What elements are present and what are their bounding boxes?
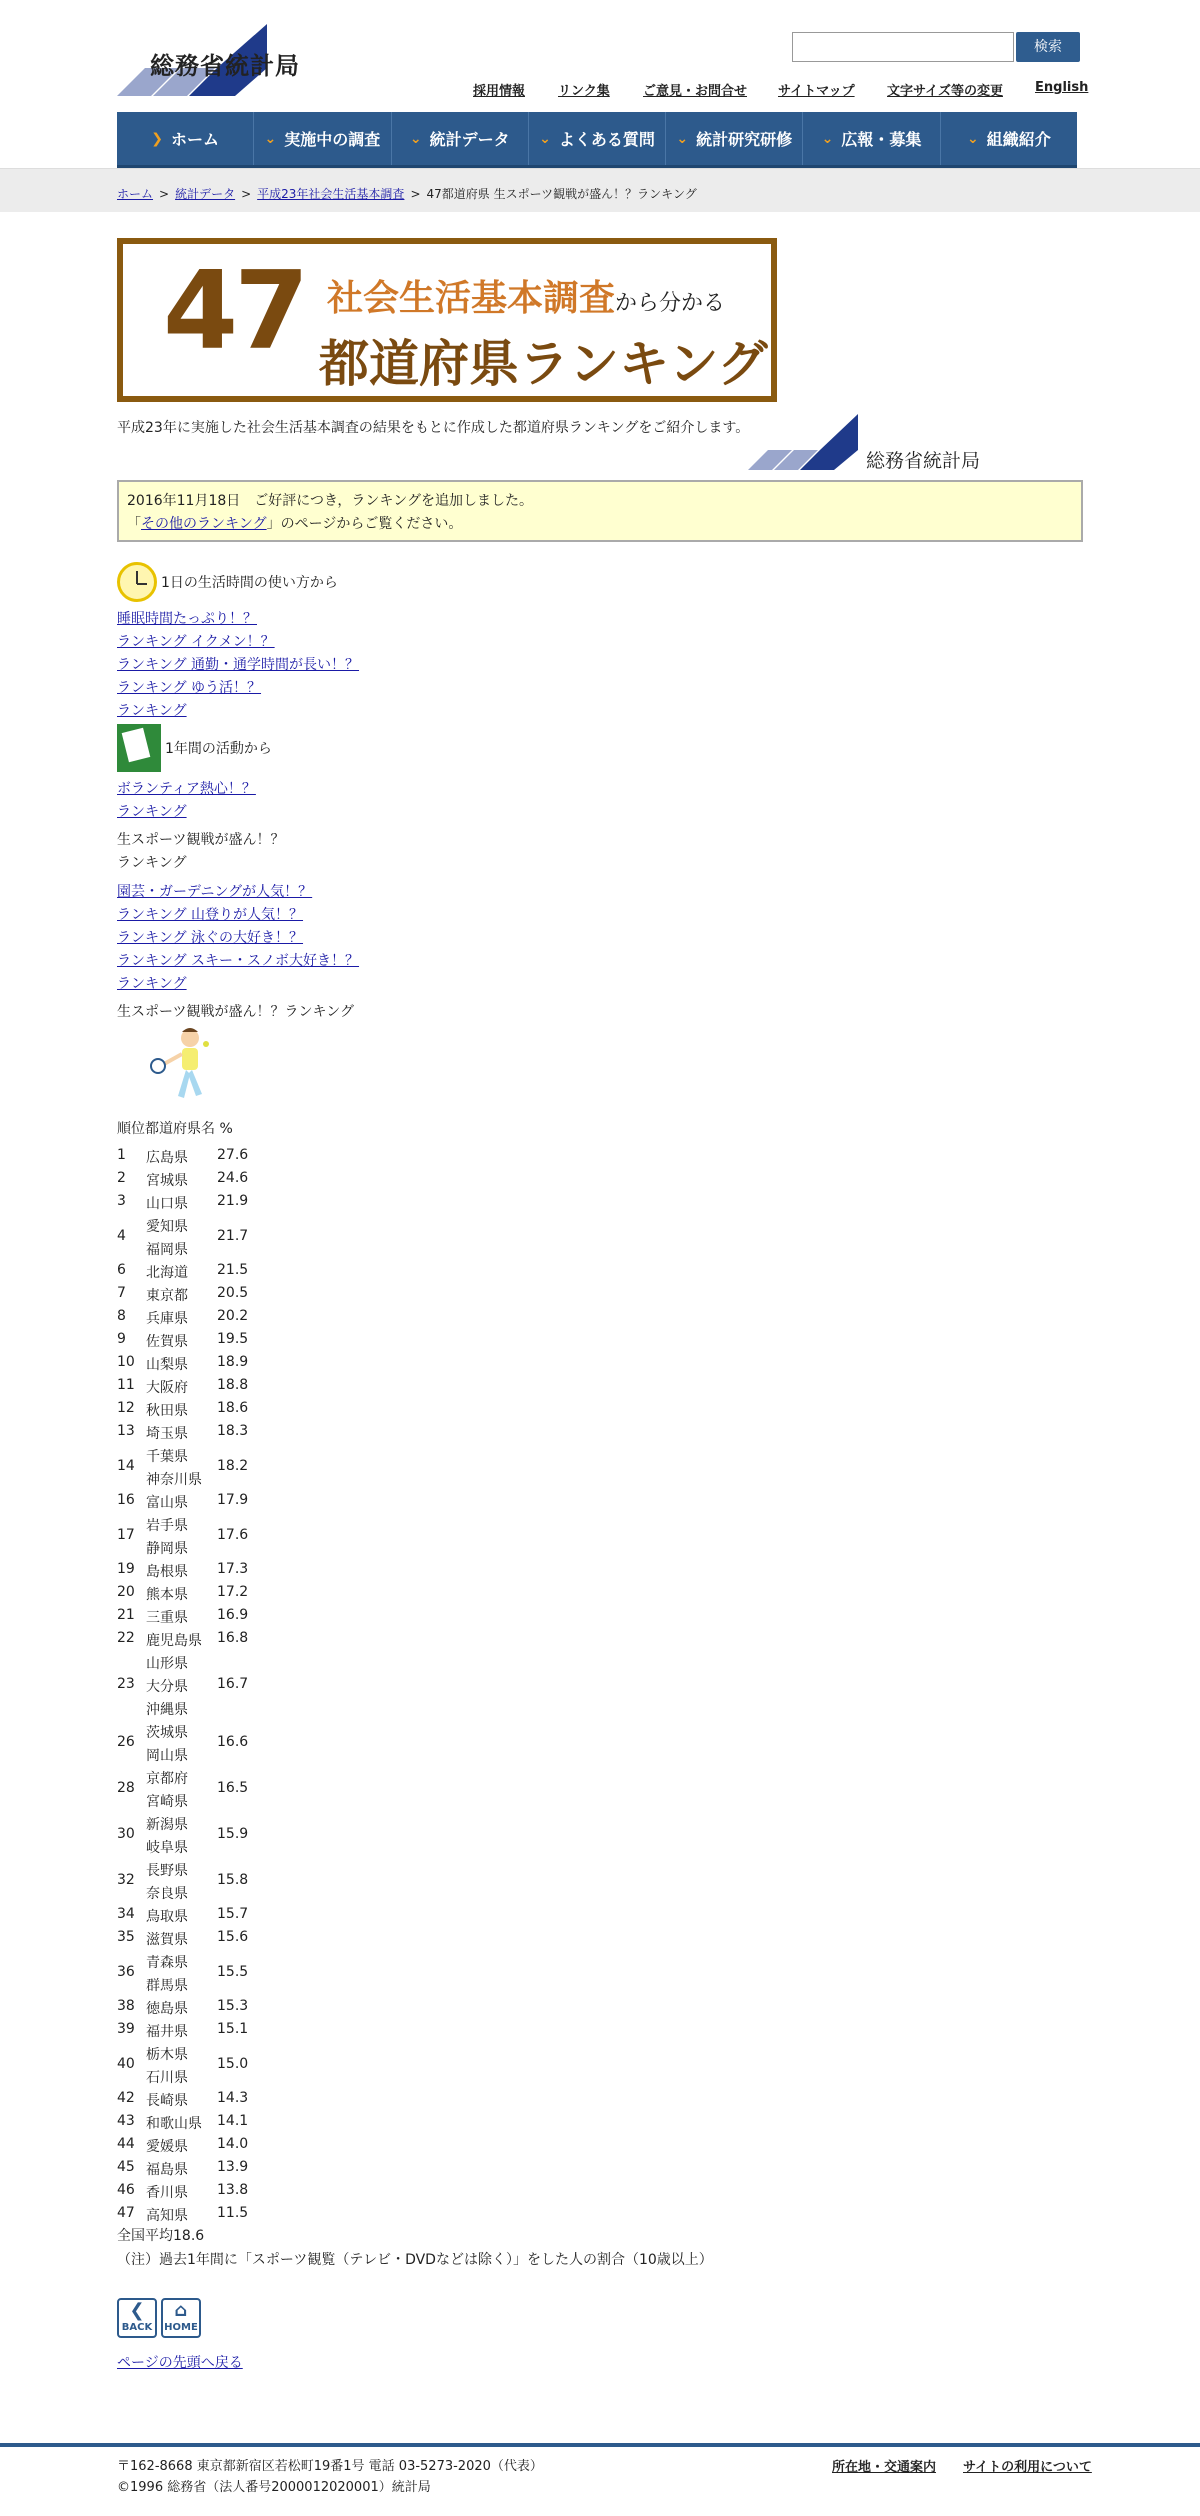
- rank-cell: 36: [117, 1963, 135, 1980]
- rank-cell: 46: [117, 2182, 135, 2198]
- other-rankings-link[interactable]: その他のランキング: [141, 516, 267, 532]
- nav-item-label: 統計研究研修: [696, 130, 793, 149]
- rank-cell: 32: [117, 1871, 135, 1888]
- prefecture-cell: 東京都: [146, 1288, 188, 1304]
- link-ikumen[interactable]: ランキング イクメン！？: [117, 634, 275, 650]
- nav-item-home[interactable]: [117, 112, 254, 165]
- tennis-player-illustration: [146, 1024, 226, 1114]
- rank-cell: 6: [117, 1262, 126, 1278]
- rank-cell: 43: [117, 2113, 135, 2129]
- section-heading: 1年間の活動から: [165, 741, 272, 757]
- chevron-down-icon: ⌄: [409, 130, 422, 147]
- nav-item-about[interactable]: [941, 112, 1077, 165]
- nav-item-label: 広報・募集: [841, 130, 922, 149]
- percent-cell: 20.5: [217, 1285, 249, 1301]
- rank-cell: 16: [117, 1492, 135, 1508]
- home-button[interactable]: [161, 2298, 201, 2338]
- link-ski[interactable]: ランキング スキー・スノボ大好き！？: [117, 953, 360, 969]
- prefecture-cell: 山口県: [146, 1196, 188, 1212]
- percent-cell: 14.1: [217, 2113, 249, 2129]
- rank-cell: 14: [117, 1457, 135, 1474]
- link-mountain[interactable]: ランキング 山登りが人気！？: [117, 907, 304, 923]
- rank-cell: 17: [117, 1526, 135, 1543]
- percent-cell: 18.6: [217, 1400, 249, 1416]
- prefecture-cell: 福井県: [146, 2024, 188, 2040]
- prefecture-cell: 佐賀県: [146, 1334, 188, 1350]
- rank-cell: 26: [117, 1733, 135, 1750]
- prefecture-cell: 新潟県: [146, 1817, 188, 1833]
- breadcrumb-current: 47都道府県 生スポーツ観戦が盛ん！？ランキング: [426, 187, 697, 201]
- percent-cell: 18.3: [217, 1423, 249, 1439]
- notice-box: [117, 480, 1083, 542]
- chevron-down-icon: ⌄: [539, 130, 551, 147]
- percent-cell: 15.9: [217, 1825, 249, 1842]
- rank-cell: 42: [117, 2090, 135, 2106]
- rank-cell: 40: [117, 2055, 135, 2072]
- utility-link-recruit[interactable]: 採用情報: [473, 84, 526, 99]
- rank-cell: 47: [117, 2205, 135, 2221]
- nav-item-surveys[interactable]: [254, 112, 391, 165]
- clock-icon: [117, 562, 157, 602]
- chevron-down-icon: ⌄: [676, 130, 689, 147]
- link-commute[interactable]: ランキング 通勤・通学時間が長い！？: [117, 657, 360, 673]
- nav-item-training[interactable]: [666, 112, 803, 165]
- percent-cell: 15.8: [217, 1871, 249, 1888]
- section-daily-time: [117, 562, 338, 602]
- prefecture-cell: 宮崎県: [146, 1794, 188, 1810]
- address-line: 〒162-8668 東京都新宿区若松町19番1号 電話 03-5273-2020（代表）: [117, 2459, 543, 2474]
- percent-cell: 17.2: [217, 1584, 249, 1600]
- intro-text: 平成23年に実施した社会生活基本調査の結果をもとに作成した都道府県ランキングをご紹介します。: [117, 420, 750, 436]
- rank-cell: 38: [117, 1998, 135, 2014]
- percent-cell: 20.2: [217, 1308, 249, 1324]
- nav-item-label: よくある質問: [558, 130, 655, 149]
- table-note: （注）過去1年間に「スポーツ観覧（テレビ・DVDなどは除く）」をした人の割合（10歳以上）: [117, 2252, 713, 2268]
- rank-cell: 21: [117, 1607, 135, 1623]
- percent-cell: 21.5: [217, 1262, 249, 1278]
- percent-cell: 15.0: [217, 2055, 249, 2072]
- link-volunteer[interactable]: ボランティア熱心！？: [117, 781, 256, 797]
- prefecture-cell: 千葉県: [146, 1449, 188, 1465]
- prefecture-cell: 山形県: [146, 1656, 188, 1672]
- rank-cell: 13: [117, 1423, 135, 1439]
- calendar-icon: [117, 724, 161, 772]
- link-ranking[interactable]: ランキング: [117, 976, 187, 992]
- percent-cell: 24.6: [217, 1170, 249, 1186]
- prefecture-cell: 大分県: [146, 1679, 188, 1695]
- footer-divider: [0, 2443, 1200, 2447]
- percent-cell: 16.5: [217, 1779, 249, 1796]
- prefecture-cell: 奈良県: [146, 1886, 188, 1902]
- nav-item-label: ホーム: [171, 130, 220, 149]
- rank-cell: 30: [117, 1825, 135, 1842]
- banner-subtitle: 社会生活基本調査から分かる: [327, 278, 726, 319]
- current-ranking-label: 生スポーツ観戦が盛ん！？: [117, 832, 285, 848]
- prefecture-cell: 群馬県: [146, 1978, 188, 1994]
- chevron-down-icon: ⌄: [966, 130, 979, 147]
- ranking-title: 生スポーツ観戦が盛ん！？ランキング: [117, 1004, 355, 1020]
- percent-cell: 16.7: [217, 1676, 249, 1692]
- link-sleep[interactable]: 睡眠時間たっぷり！？: [117, 611, 257, 627]
- utility-link-english[interactable]: English: [1035, 80, 1089, 95]
- rank-cell: 44: [117, 2136, 135, 2152]
- percent-cell: 16.6: [217, 1733, 249, 1750]
- prefecture-cell: 山梨県: [146, 1357, 188, 1373]
- rank-cell: 1: [117, 1147, 126, 1163]
- breadcrumb-data[interactable]: 統計データ: [175, 187, 236, 201]
- rank-cell: 20: [117, 1584, 135, 1600]
- stat-bureau-logo-small: [748, 410, 1008, 474]
- prefecture-cell: 徳島県: [146, 2001, 188, 2017]
- prefecture-cell: 青森県: [146, 1955, 188, 1971]
- utility-link-links[interactable]: リンク集: [558, 84, 610, 99]
- prefecture-cell: 長崎県: [146, 2093, 188, 2109]
- percent-cell: 16.8: [217, 1630, 249, 1646]
- footer-link-terms[interactable]: サイトの利用について: [963, 2460, 1092, 2475]
- percent-cell: 13.9: [217, 2159, 249, 2175]
- prefecture-cell: 鹿児島県: [146, 1633, 202, 1649]
- prefecture-cell: 香川県: [146, 2185, 188, 2201]
- prefecture-cell: 沖縄県: [146, 1702, 188, 1718]
- percent-cell: 19.5: [217, 1331, 249, 1347]
- prefecture-cell: 岩手県: [146, 1518, 188, 1534]
- rank-cell: 34: [117, 1906, 135, 1922]
- percent-cell: 15.5: [217, 1963, 249, 1980]
- footer-address: [117, 2456, 543, 2498]
- prefecture-cell: 茨城県: [146, 1725, 188, 1741]
- prefecture-cell: 広島県: [146, 1150, 188, 1166]
- percent-cell: 11.5: [217, 2205, 249, 2221]
- prefecture-cell: 北海道: [146, 1265, 188, 1281]
- breadcrumb-survey[interactable]: 平成23年社会生活基本調査: [257, 187, 405, 201]
- prefecture-cell: 栃木県: [146, 2047, 188, 2063]
- prefecture-cell: 愛知県: [146, 1219, 188, 1235]
- rank-cell: 35: [117, 1929, 135, 1945]
- rank-cell: 23: [117, 1676, 135, 1692]
- breadcrumb-home[interactable]: ホーム: [117, 187, 154, 201]
- chevron-left-icon: ❮: [129, 2300, 145, 2321]
- utility-link-sitemap[interactable]: サイトマップ: [778, 84, 855, 99]
- banner-number: 47: [163, 249, 306, 374]
- nav-item-data[interactable]: [392, 112, 529, 165]
- notice-line2: 「その他のランキング」のページからご覧ください。: [127, 516, 463, 532]
- link-gardening[interactable]: 園芸・ガーデニングが人気！？: [117, 884, 313, 900]
- prefecture-cell: 愛媛県: [146, 2139, 188, 2155]
- rank-cell: 12: [117, 1400, 135, 1416]
- prefecture-cell: 静岡県: [146, 1541, 188, 1557]
- percent-cell: 14.3: [217, 2090, 249, 2106]
- prefecture-cell: 大阪府: [146, 1380, 188, 1396]
- utility-link-fontsize[interactable]: 文字サイズ等の変更: [887, 84, 1003, 99]
- prefecture-cell: 宮城県: [146, 1173, 188, 1189]
- link-swimming[interactable]: ランキング 泳ぐの大好き！？: [117, 930, 304, 946]
- percent-cell: 14.0: [217, 2136, 249, 2152]
- search-input[interactable]: [792, 32, 1014, 62]
- prefecture-cell: 兵庫県: [146, 1311, 188, 1327]
- prefecture-cell: 島根県: [146, 1564, 188, 1580]
- rank-cell: 28: [117, 1779, 135, 1796]
- rank-cell: 2: [117, 1170, 126, 1186]
- prefecture-cell: 福島県: [146, 2162, 188, 2178]
- chevron-down-icon: ⌄: [821, 130, 834, 147]
- site-header: [0, 0, 1200, 112]
- prefecture-cell: 高知県: [146, 2208, 188, 2224]
- national-average: 全国平均18.6: [117, 2228, 205, 2244]
- nav-item-pr[interactable]: [803, 112, 940, 165]
- stat-bureau-logo-mark: [748, 410, 868, 472]
- percent-cell: 15.1: [217, 2021, 249, 2037]
- prefecture-cell: 滋賀県: [146, 1932, 188, 1948]
- prefecture-cell: 富山県: [146, 1495, 188, 1511]
- rank-cell: 45: [117, 2159, 135, 2175]
- nav-item-label: 組織紹介: [986, 130, 1051, 149]
- prefecture-cell: 岡山県: [146, 1748, 188, 1764]
- nav-item-label: 統計データ: [429, 130, 510, 149]
- section-heading: 1日の生活時間の使い方から: [161, 575, 338, 591]
- rank-cell: 39: [117, 2021, 135, 2037]
- prefecture-cell: 埼玉県: [146, 1426, 188, 1442]
- prefecture-cell: 鳥取県: [146, 1909, 188, 1925]
- section-yearly-activity: [117, 724, 272, 772]
- percent-cell: 13.8: [217, 2182, 249, 2198]
- link-yukatsu[interactable]: ランキング ゆう活！？: [117, 680, 262, 696]
- percent-cell: 17.9: [217, 1492, 249, 1508]
- back-label: BACK: [121, 2322, 153, 2333]
- table-header: 順位都道府県名 %: [117, 1121, 233, 1137]
- percent-cell: 17.3: [217, 1561, 249, 1577]
- breadcrumb: ホーム > 統計データ > 平成23年社会生活基本調査 > 47都道府県 生スポーツ観戦が盛ん！？ランキング: [117, 187, 697, 201]
- rank-cell: 19: [117, 1561, 135, 1577]
- chevron-right-icon: ❯: [151, 130, 163, 147]
- prefecture-cell: 岐阜県: [146, 1840, 188, 1856]
- prefecture-cell: 京都府: [146, 1771, 188, 1787]
- percent-cell: 15.7: [217, 1906, 249, 1922]
- link-ranking[interactable]: ランキング: [117, 804, 187, 820]
- percent-cell: 17.6: [217, 1526, 249, 1543]
- rank-cell: 4: [117, 1227, 126, 1244]
- percent-cell: 18.2: [217, 1457, 249, 1474]
- nav-item-faq[interactable]: [529, 112, 666, 165]
- home-label: HOME: [164, 2322, 198, 2333]
- prefecture-cell: 三重県: [146, 1610, 188, 1626]
- percent-cell: 18.9: [217, 1354, 249, 1370]
- percent-cell: 27.6: [217, 1147, 249, 1163]
- percent-cell: 18.8: [217, 1377, 249, 1393]
- rank-cell: 22: [117, 1630, 135, 1646]
- prefecture-cell: 秋田県: [146, 1403, 188, 1419]
- percent-cell: 15.3: [217, 1998, 249, 2014]
- current-ranking-label: ランキング: [117, 855, 187, 871]
- link-ranking[interactable]: ランキング: [117, 703, 187, 719]
- back-button[interactable]: [117, 2298, 157, 2338]
- rank-cell: 8: [117, 1308, 126, 1324]
- rank-cell: 7: [117, 1285, 126, 1301]
- prefecture-cell: 熊本県: [146, 1587, 188, 1603]
- prefecture-cell: 神奈川県: [146, 1472, 202, 1488]
- rank-cell: 3: [117, 1193, 126, 1209]
- prefecture-cell: 福岡県: [146, 1242, 188, 1258]
- footer-link-access[interactable]: 所在地・交通案内: [832, 2460, 937, 2475]
- ranking-banner: [117, 238, 777, 402]
- banner-title: 都道府県ランキング: [319, 335, 768, 393]
- percent-cell: 16.9: [217, 1607, 249, 1623]
- back-to-top-link[interactable]: ページの先頭へ戻る: [117, 2355, 243, 2371]
- main-nav: [117, 112, 1077, 168]
- notice-line1: 2016年11月18日 ご好評につき，ランキングを追加しました。: [127, 493, 533, 509]
- logo2-text: 総務省統計局: [866, 450, 981, 472]
- org-name: 総務省統計局: [150, 52, 300, 80]
- utility-link-contact[interactable]: ご意見・お問合せ: [643, 84, 748, 99]
- copyright-line: ©1996 総務省（法人番号2000012020001）統計局: [117, 2480, 431, 2495]
- house-icon: ⌂: [174, 2300, 188, 2321]
- rank-cell: 10: [117, 1354, 135, 1370]
- percent-cell: 21.9: [217, 1193, 249, 1209]
- prefecture-cell: 和歌山県: [146, 2116, 202, 2132]
- nav-item-label: 実施中の調査: [284, 130, 381, 149]
- percent-cell: 21.7: [217, 1227, 249, 1244]
- prefecture-cell: 石川県: [146, 2070, 188, 2086]
- prefecture-cell: 長野県: [146, 1863, 188, 1879]
- search-button[interactable]: 検索: [1016, 32, 1080, 62]
- rank-cell: 9: [117, 1331, 126, 1347]
- chevron-down-icon: ⌄: [264, 130, 277, 147]
- rank-cell: 11: [117, 1377, 135, 1393]
- percent-cell: 15.6: [217, 1929, 249, 1945]
